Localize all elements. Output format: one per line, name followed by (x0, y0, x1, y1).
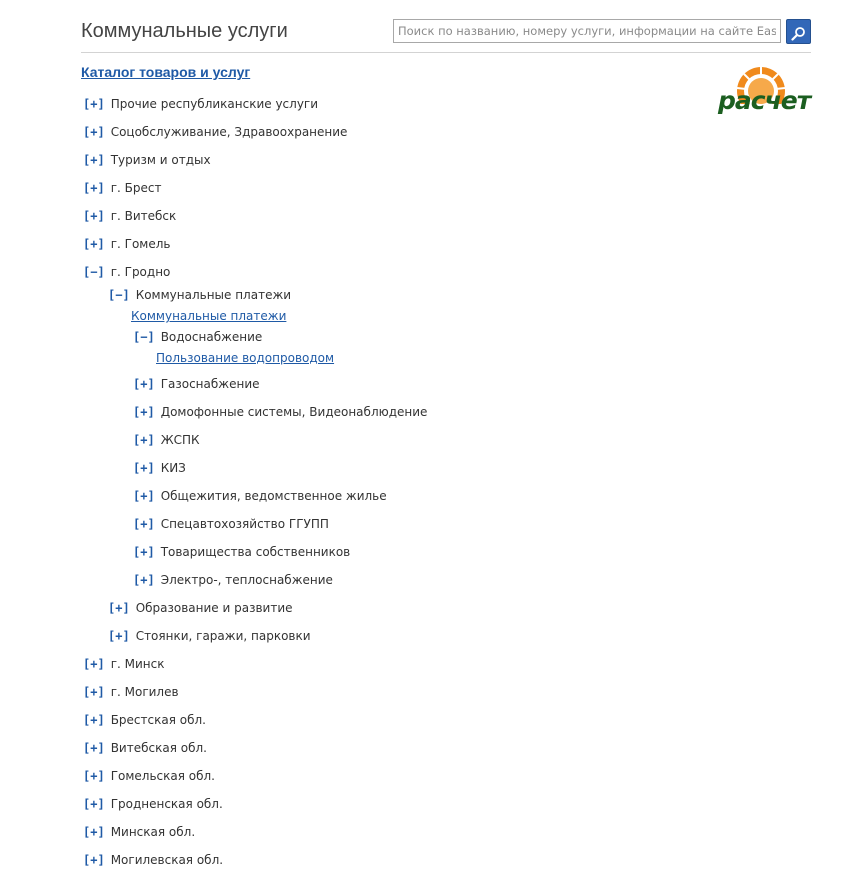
catalog-link[interactable]: Каталог товаров и услуг (81, 64, 251, 80)
service-link[interactable]: Коммунальные платежи (131, 309, 287, 323)
tree-item[interactable] (133, 433, 200, 447)
expand-toggle[interactable]: [+] (83, 853, 105, 867)
logo-text: расчет (718, 86, 811, 115)
expand-toggle[interactable]: [+] (133, 517, 155, 531)
tree-item-label: Стоянки, гаражи, парковки (135, 629, 311, 643)
tree-item[interactable] (133, 573, 333, 587)
tree-item-expanded[interactable] (83, 265, 170, 279)
tree-item[interactable] (133, 405, 427, 419)
tree-item-label: г. Гомель (110, 237, 171, 251)
tree-item-label: Домофонные системы, Видеонаблюдение (160, 405, 428, 419)
expand-toggle[interactable]: [+] (83, 237, 105, 251)
tree-item[interactable] (83, 237, 170, 251)
expand-toggle[interactable]: [+] (108, 629, 130, 643)
expand-toggle[interactable]: [+] (83, 153, 105, 167)
expand-toggle[interactable]: [+] (83, 209, 105, 223)
tree-item-label: ЖСПК (160, 433, 200, 447)
tree-item[interactable] (83, 181, 161, 195)
tree-item-label: Образование и развитие (135, 601, 293, 615)
tree-item-label: Витебская обл. (110, 741, 207, 755)
tree-item[interactable] (133, 517, 329, 531)
tree-item[interactable] (83, 769, 215, 783)
tree-item-label: г. Витебск (110, 209, 177, 223)
expand-toggle[interactable]: [+] (133, 405, 155, 419)
service-link[interactable]: Пользование водопроводом (156, 351, 335, 365)
tree-item[interactable] (133, 377, 260, 391)
expand-toggle[interactable]: [+] (83, 657, 105, 671)
tree-item[interactable] (133, 461, 186, 475)
expand-toggle[interactable]: [+] (83, 125, 105, 139)
page-title: Коммунальные услуги (81, 20, 288, 42)
tree-item-label: Гомельская обл. (110, 769, 215, 783)
tree-item-label: г. Минск (110, 657, 165, 671)
tree-item-label: Спецавтохозяйство ГГУПП (160, 517, 329, 531)
expand-toggle[interactable]: [+] (83, 97, 105, 111)
tree-item-label: Туризм и отдых (110, 153, 211, 167)
expand-toggle[interactable]: [+] (133, 377, 155, 391)
collapse-toggle[interactable]: [−] (83, 265, 105, 279)
tree-item-expanded[interactable] (133, 330, 262, 344)
tree-item-label: г. Гродно (110, 265, 171, 279)
tree-item-label: Товарищества собственников (160, 545, 351, 559)
tree-item[interactable] (133, 489, 387, 503)
tree-item[interactable] (83, 209, 176, 223)
tree-item[interactable] (83, 825, 195, 839)
tree-item-label: Общежития, ведомственное жилье (160, 489, 387, 503)
tree-item-label: Гродненская обл. (110, 797, 223, 811)
tree-item-label: Могилевская обл. (110, 853, 224, 867)
expand-toggle[interactable]: [+] (83, 685, 105, 699)
tree-item[interactable] (108, 629, 311, 643)
expand-toggle[interactable]: [+] (83, 797, 105, 811)
tree-item[interactable] (133, 545, 350, 559)
tree-item[interactable] (83, 713, 206, 727)
expand-toggle[interactable]: [+] (83, 713, 105, 727)
collapse-toggle[interactable]: [−] (108, 288, 130, 302)
tree-item[interactable] (83, 741, 207, 755)
tree-item-label: Брестская обл. (110, 713, 206, 727)
tree-item[interactable] (83, 125, 347, 139)
expand-toggle[interactable]: [+] (133, 461, 155, 475)
tree-item-label: Минская обл. (110, 825, 196, 839)
collapse-toggle[interactable]: [−] (133, 330, 155, 344)
search-input[interactable] (393, 19, 781, 43)
tree-item[interactable] (83, 797, 223, 811)
expand-toggle[interactable]: [+] (83, 741, 105, 755)
search-icon (791, 26, 806, 41)
expand-toggle[interactable]: [+] (133, 545, 155, 559)
tree-item-label: Электро-, теплоснабжение (160, 573, 333, 587)
tree-item[interactable] (83, 657, 164, 671)
tree-item[interactable] (108, 601, 293, 615)
expand-toggle[interactable]: [+] (133, 573, 155, 587)
tree-item-label: г. Могилев (110, 685, 179, 699)
expand-toggle[interactable]: [+] (133, 489, 155, 503)
page-header (81, 18, 811, 53)
tree-item[interactable] (83, 97, 318, 111)
expand-toggle[interactable]: [+] (83, 181, 105, 195)
tree-item-label: г. Брест (110, 181, 162, 195)
tree-item-label: Прочие республиканские услуги (110, 97, 319, 111)
expand-toggle[interactable]: [+] (83, 769, 105, 783)
tree-item-label: Газоснабжение (160, 377, 260, 391)
expand-toggle[interactable]: [+] (83, 825, 105, 839)
tree-item-label: КИЗ (160, 461, 186, 475)
expand-toggle[interactable]: [+] (133, 433, 155, 447)
raschet-logo (718, 64, 811, 122)
tree-item[interactable] (83, 853, 223, 867)
search-button[interactable] (786, 19, 811, 44)
tree-item[interactable] (83, 153, 211, 167)
tree-item[interactable] (83, 685, 179, 699)
tree-item-label: Водоснабжение (160, 330, 263, 344)
expand-toggle[interactable]: [+] (108, 601, 130, 615)
tree-item-expanded[interactable] (108, 288, 291, 302)
tree-item-label: Коммунальные платежи (135, 288, 292, 302)
tree-item-label: Соцобслуживание, Здравоохранение (110, 125, 348, 139)
